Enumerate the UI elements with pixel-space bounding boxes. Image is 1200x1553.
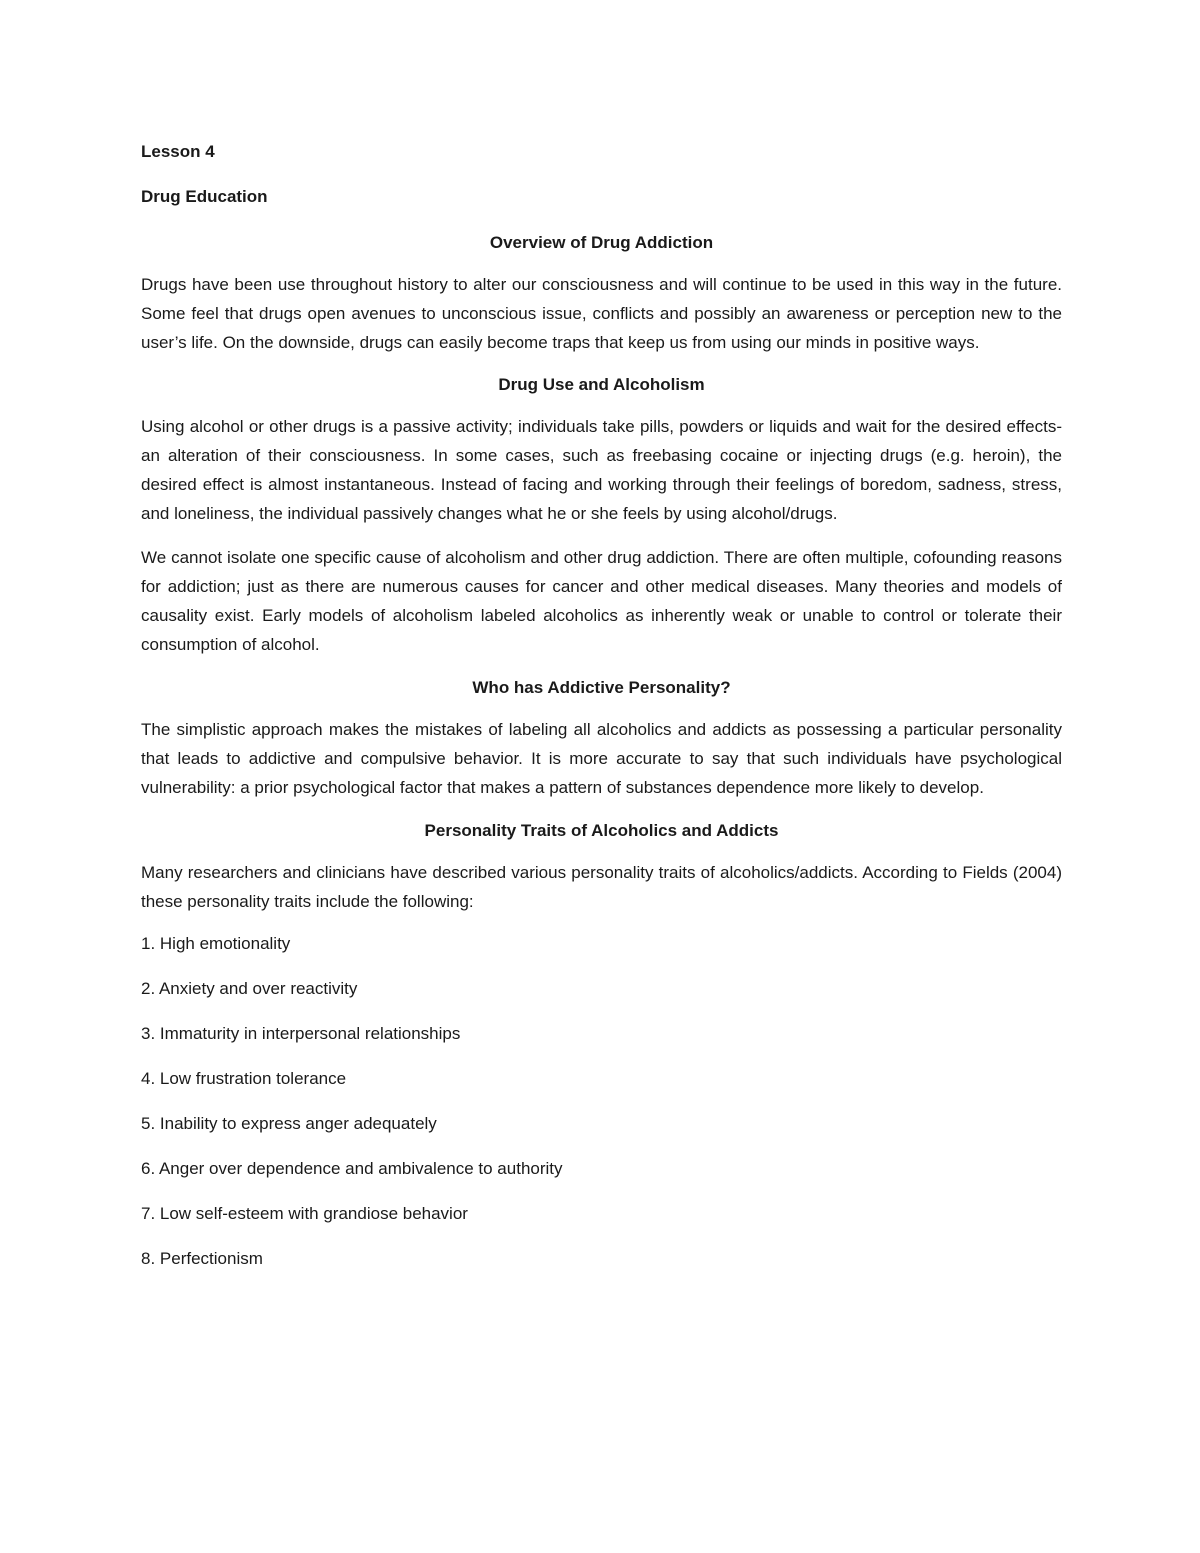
heading-drug-use: Drug Use and Alcoholism [498, 375, 705, 394]
paragraph-drug-use-2: We cannot isolate one specific cause of alcoholism and other drug addiction. There are often multiple, cofounding reasons for addiction; just as there are numerous causes for cancer and other medical diseases. Many theories and models of causality exist. Early models of alcoholism labeled alcoholics as inherently weak or unable to control or tolerate their consumption of alcohol. [141, 548, 1062, 654]
document-page [141, 141, 1062, 1270]
heading-addictive-personality: Who has Addictive Personality? [472, 678, 731, 697]
list-item: 2. Anxiety and over reactivity [141, 979, 358, 998]
list-item: 8. Perfectionism [141, 1249, 263, 1268]
traits-list [141, 933, 1062, 1270]
lesson-label: Lesson 4 [141, 142, 215, 161]
paragraph-addictive-personality: The simplistic approach makes the mistakes of labeling all alcoholics and addicts as possessing a particular personality that leads to addictive and compulsive behavior. It is more accurate to say that such individuals have psychological vulnerability: a prior psychological factor that makes a pattern of substances dependence more likely to develop. [141, 720, 1062, 797]
list-item: 5. Inability to express anger adequately [141, 1114, 437, 1133]
list-item: 1. High emotionality [141, 934, 291, 953]
list-item: 7. Low self-esteem with grandiose behavior [141, 1204, 468, 1223]
heading-personality-traits: Personality Traits of Alcoholics and Addicts [424, 821, 779, 840]
paragraph-personality-traits: Many researchers and clinicians have described various personality traits of alcoholics/addicts. According to Fields (2004) these personality traits include the following: [141, 863, 1062, 911]
paragraph-drug-use-1: Using alcohol or other drugs is a passive activity; individuals take pills, powders or liquids and wait for the desired effects-an alteration of their consciousness. In some cases, such as freebasing cocaine or injecting drugs (e.g. heroin), the desired effect is almost instantaneous. Instead of facing and working through their feelings of boredom, sadness, stress, and loneliness, the individual passively changes what he or she feels by using alcohol/drugs. [141, 417, 1062, 523]
heading-overview: Overview of Drug Addiction [489, 233, 714, 252]
subject-title: Drug Education [141, 187, 268, 206]
list-item: 4. Low frustration tolerance [141, 1069, 347, 1088]
list-item: 3. Immaturity in interpersonal relationships [141, 1024, 461, 1043]
paragraph-overview: Drugs have been use throughout history to alter our consciousness and will continue to be used in this way in the future. Some feel that drugs open avenues to unconscious issue, conflicts and possibly an awareness or perception new to the user’s life. On the downside, drugs can easily become traps that keep us from using our minds in positive ways. [141, 275, 1062, 352]
list-item: 6. Anger over dependence and ambivalence to authority [141, 1159, 563, 1178]
